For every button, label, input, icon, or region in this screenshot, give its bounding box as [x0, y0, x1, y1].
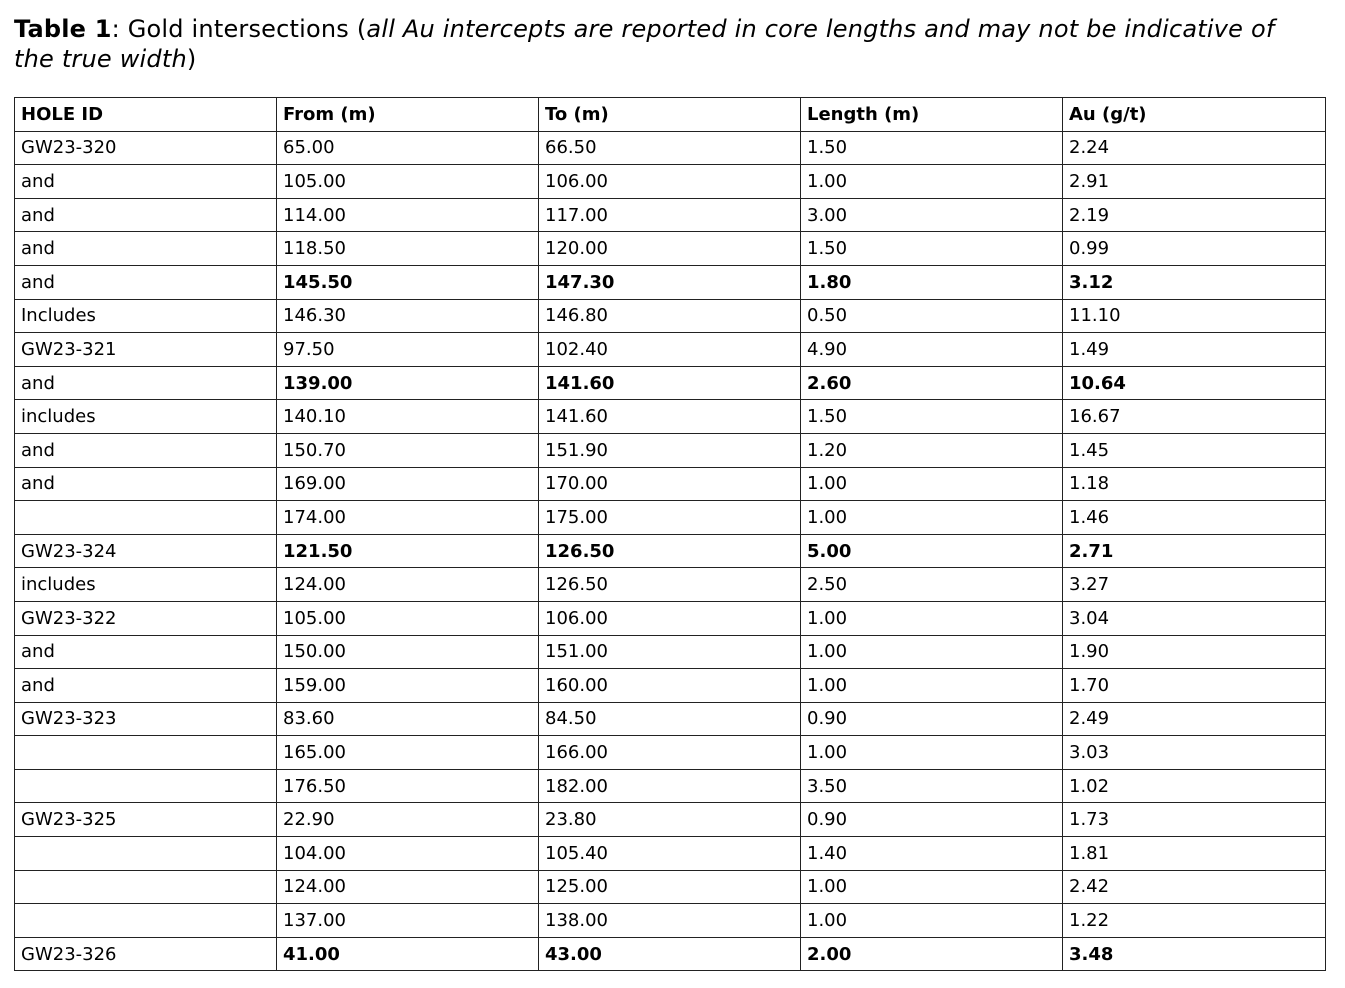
- from-cell: 41.00: [277, 937, 539, 971]
- hole-id-cell: and: [15, 165, 277, 199]
- from-cell: 105.00: [277, 165, 539, 199]
- caption-separator: : Gold intersections (: [111, 15, 367, 43]
- au-cell: 1.70: [1063, 669, 1326, 703]
- header-au: Au (g/t): [1063, 98, 1326, 132]
- au-cell: 0.99: [1063, 232, 1326, 266]
- header-length: Length (m): [801, 98, 1063, 132]
- from-cell: 146.30: [277, 299, 539, 333]
- hole-id-cell: [15, 769, 277, 803]
- table-row: [15, 366, 1326, 400]
- hole-id-cell: and: [15, 366, 277, 400]
- table-caption: [14, 14, 1314, 74]
- length-cell: 1.50: [801, 232, 1063, 266]
- length-cell: 3.00: [801, 198, 1063, 232]
- hole-id-cell: [15, 837, 277, 871]
- from-cell: 105.00: [277, 601, 539, 635]
- table-row: [15, 534, 1326, 568]
- to-cell: 43.00: [539, 937, 801, 971]
- hole-id-cell: GW23-325: [15, 803, 277, 837]
- to-cell: 105.40: [539, 837, 801, 871]
- from-cell: 150.70: [277, 433, 539, 467]
- to-cell: 151.90: [539, 433, 801, 467]
- table-row: [15, 568, 1326, 602]
- from-cell: 114.00: [277, 198, 539, 232]
- to-cell: 84.50: [539, 702, 801, 736]
- from-cell: 121.50: [277, 534, 539, 568]
- hole-id-cell: [15, 870, 277, 904]
- hole-id-cell: and: [15, 232, 277, 266]
- au-cell: 10.64: [1063, 366, 1326, 400]
- length-cell: 1.50: [801, 400, 1063, 434]
- table-row: [15, 265, 1326, 299]
- hole-id-cell: GW23-326: [15, 937, 277, 971]
- hole-id-cell: and: [15, 265, 277, 299]
- length-cell: 1.40: [801, 837, 1063, 871]
- au-cell: 11.10: [1063, 299, 1326, 333]
- table-row: [15, 904, 1326, 938]
- length-cell: 1.00: [801, 601, 1063, 635]
- to-cell: 175.00: [539, 501, 801, 535]
- au-cell: 1.49: [1063, 333, 1326, 367]
- from-cell: 124.00: [277, 568, 539, 602]
- to-cell: 166.00: [539, 736, 801, 770]
- from-cell: 169.00: [277, 467, 539, 501]
- length-cell: 2.50: [801, 568, 1063, 602]
- table-row: [15, 433, 1326, 467]
- table-row: [15, 299, 1326, 333]
- table-row: [15, 198, 1326, 232]
- length-cell: 5.00: [801, 534, 1063, 568]
- hole-id-cell: [15, 736, 277, 770]
- to-cell: 141.60: [539, 400, 801, 434]
- table-row: [15, 501, 1326, 535]
- table-row: [15, 131, 1326, 165]
- hole-id-cell: includes: [15, 568, 277, 602]
- to-cell: 66.50: [539, 131, 801, 165]
- au-cell: 2.42: [1063, 870, 1326, 904]
- table-row: [15, 635, 1326, 669]
- from-cell: 176.50: [277, 769, 539, 803]
- length-cell: 1.50: [801, 131, 1063, 165]
- caption-label: Table 1: [14, 15, 112, 43]
- to-cell: 147.30: [539, 265, 801, 299]
- table-row: [15, 870, 1326, 904]
- length-cell: 1.80: [801, 265, 1063, 299]
- to-cell: 138.00: [539, 904, 801, 938]
- to-cell: 102.40: [539, 333, 801, 367]
- header-row: [15, 98, 1326, 132]
- table-row: [15, 736, 1326, 770]
- from-cell: 150.00: [277, 635, 539, 669]
- to-cell: 141.60: [539, 366, 801, 400]
- to-cell: 146.80: [539, 299, 801, 333]
- caption-close: ): [186, 45, 197, 73]
- length-cell: 1.00: [801, 736, 1063, 770]
- au-cell: 1.02: [1063, 769, 1326, 803]
- from-cell: 139.00: [277, 366, 539, 400]
- to-cell: 151.00: [539, 635, 801, 669]
- au-cell: 2.71: [1063, 534, 1326, 568]
- from-cell: 174.00: [277, 501, 539, 535]
- length-cell: 1.00: [801, 635, 1063, 669]
- to-cell: 120.00: [539, 232, 801, 266]
- length-cell: 1.00: [801, 870, 1063, 904]
- au-cell: 1.46: [1063, 501, 1326, 535]
- au-cell: 1.22: [1063, 904, 1326, 938]
- hole-id-cell: and: [15, 198, 277, 232]
- au-cell: 2.19: [1063, 198, 1326, 232]
- gold-intersections-table: [14, 97, 1326, 971]
- au-cell: 3.03: [1063, 736, 1326, 770]
- table-row: [15, 467, 1326, 501]
- au-cell: 3.48: [1063, 937, 1326, 971]
- to-cell: 160.00: [539, 669, 801, 703]
- hole-id-cell: and: [15, 467, 277, 501]
- au-cell: 1.81: [1063, 837, 1326, 871]
- table-row: [15, 669, 1326, 703]
- to-cell: 182.00: [539, 769, 801, 803]
- hole-id-cell: GW23-320: [15, 131, 277, 165]
- hole-id-cell: and: [15, 635, 277, 669]
- length-cell: 0.90: [801, 702, 1063, 736]
- au-cell: 16.67: [1063, 400, 1326, 434]
- au-cell: 3.12: [1063, 265, 1326, 299]
- hole-id-cell: [15, 501, 277, 535]
- length-cell: 0.50: [801, 299, 1063, 333]
- hole-id-cell: GW23-324: [15, 534, 277, 568]
- from-cell: 118.50: [277, 232, 539, 266]
- au-cell: 3.04: [1063, 601, 1326, 635]
- from-cell: 140.10: [277, 400, 539, 434]
- au-cell: 2.91: [1063, 165, 1326, 199]
- length-cell: 1.00: [801, 165, 1063, 199]
- hole-id-cell: Includes: [15, 299, 277, 333]
- header-to: To (m): [539, 98, 801, 132]
- to-cell: 23.80: [539, 803, 801, 837]
- hole-id-cell: GW23-323: [15, 702, 277, 736]
- to-cell: 106.00: [539, 601, 801, 635]
- hole-id-cell: and: [15, 433, 277, 467]
- to-cell: 126.50: [539, 534, 801, 568]
- to-cell: 170.00: [539, 467, 801, 501]
- au-cell: 1.18: [1063, 467, 1326, 501]
- length-cell: 3.50: [801, 769, 1063, 803]
- length-cell: 1.20: [801, 433, 1063, 467]
- length-cell: 4.90: [801, 333, 1063, 367]
- from-cell: 104.00: [277, 837, 539, 871]
- au-cell: 2.24: [1063, 131, 1326, 165]
- table-row: [15, 837, 1326, 871]
- hole-id-cell: GW23-321: [15, 333, 277, 367]
- from-cell: 159.00: [277, 669, 539, 703]
- from-cell: 83.60: [277, 702, 539, 736]
- length-cell: 1.00: [801, 467, 1063, 501]
- au-cell: 1.90: [1063, 635, 1326, 669]
- from-cell: 165.00: [277, 736, 539, 770]
- au-cell: 1.73: [1063, 803, 1326, 837]
- from-cell: 65.00: [277, 131, 539, 165]
- from-cell: 97.50: [277, 333, 539, 367]
- length-cell: 2.00: [801, 937, 1063, 971]
- table-row: [15, 702, 1326, 736]
- from-cell: 124.00: [277, 870, 539, 904]
- au-cell: 1.45: [1063, 433, 1326, 467]
- hole-id-cell: and: [15, 669, 277, 703]
- header-from: From (m): [277, 98, 539, 132]
- hole-id-cell: [15, 904, 277, 938]
- table-row: [15, 937, 1326, 971]
- header-hole-id: HOLE ID: [15, 98, 277, 132]
- length-cell: 1.00: [801, 669, 1063, 703]
- table-body: [15, 131, 1326, 971]
- from-cell: 22.90: [277, 803, 539, 837]
- table-row: [15, 601, 1326, 635]
- table-row: [15, 333, 1326, 367]
- to-cell: 106.00: [539, 165, 801, 199]
- length-cell: 0.90: [801, 803, 1063, 837]
- au-cell: 3.27: [1063, 568, 1326, 602]
- table-row: [15, 165, 1326, 199]
- caption-note: all Au intercepts are reported in core lengths and may not be indicative of the true width: [14, 15, 1275, 73]
- hole-id-cell: includes: [15, 400, 277, 434]
- to-cell: 126.50: [539, 568, 801, 602]
- length-cell: 2.60: [801, 366, 1063, 400]
- table-row: [15, 400, 1326, 434]
- table-row: [15, 803, 1326, 837]
- to-cell: 125.00: [539, 870, 801, 904]
- table-row: [15, 769, 1326, 803]
- to-cell: 117.00: [539, 198, 801, 232]
- hole-id-cell: GW23-322: [15, 601, 277, 635]
- table-header: [15, 98, 1326, 132]
- table-row: [15, 232, 1326, 266]
- length-cell: 1.00: [801, 501, 1063, 535]
- from-cell: 137.00: [277, 904, 539, 938]
- from-cell: 145.50: [277, 265, 539, 299]
- au-cell: 2.49: [1063, 702, 1326, 736]
- length-cell: 1.00: [801, 904, 1063, 938]
